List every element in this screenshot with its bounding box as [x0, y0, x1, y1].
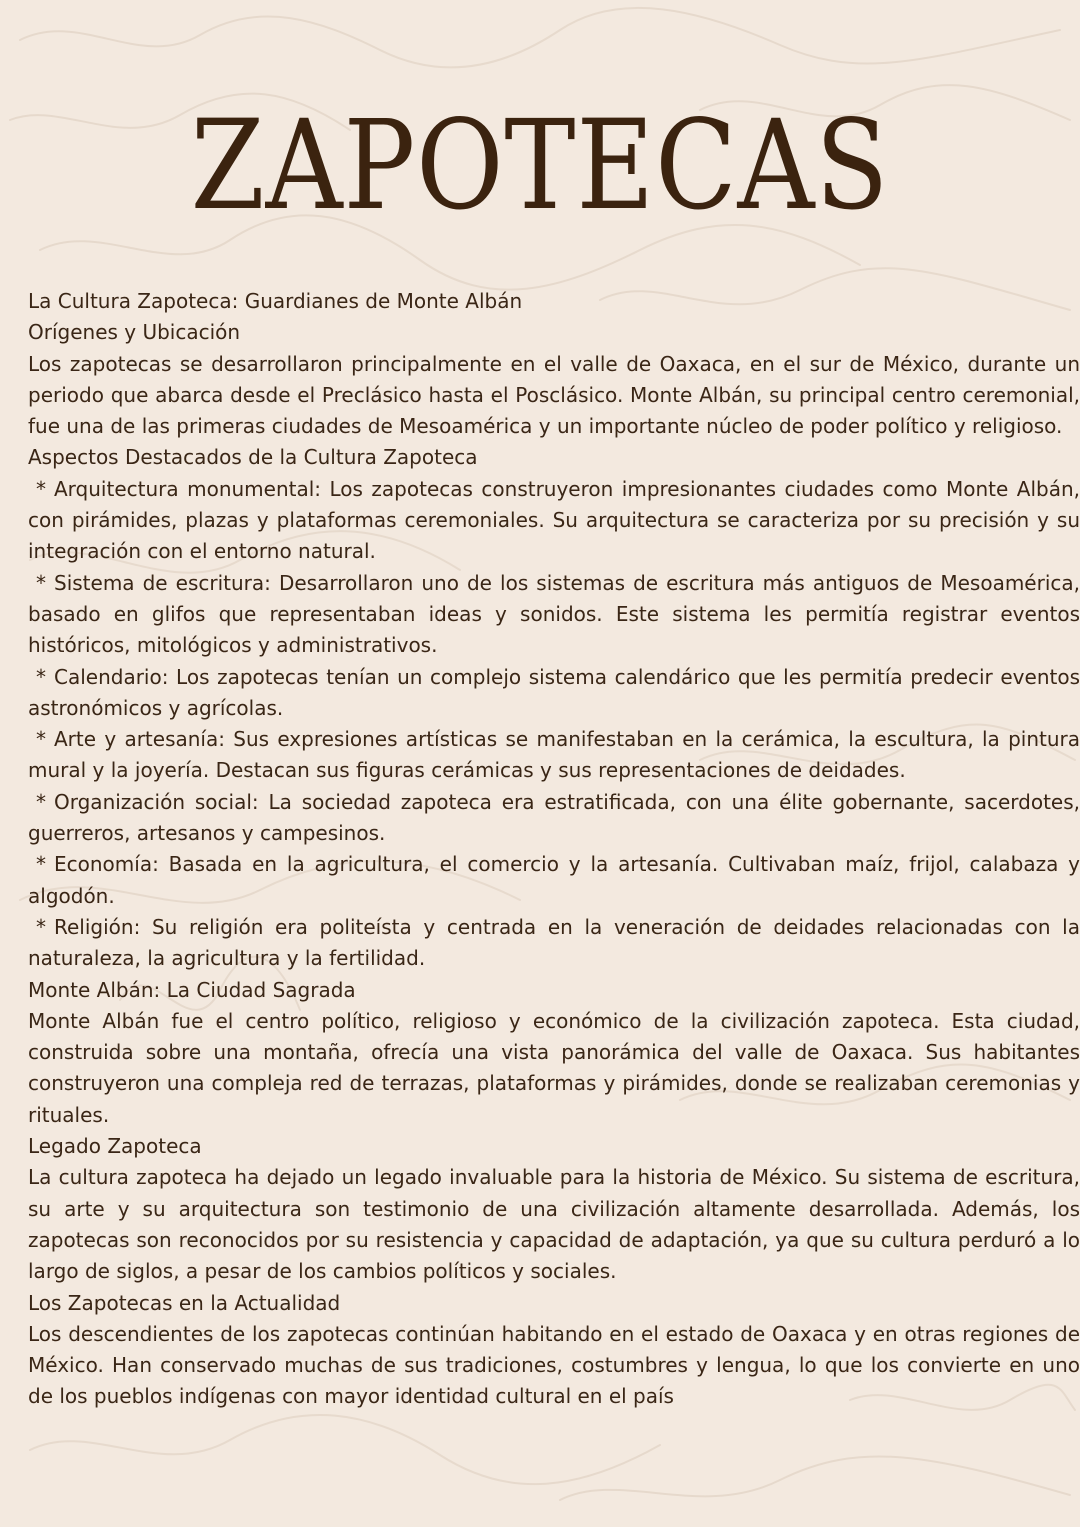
aspect-item	[28, 568, 1080, 662]
bullet-marker: *	[36, 914, 46, 939]
legacy-paragraph: La cultura zapoteca ha dejado un legado invaluable para la historia de México. Su sistema de escritura, su arte y su arquitectura son testimonio de una civilización altamente desarrollada. Además, los zapotecas son reconocidos por su resistencia y capacidad de adaptación, ya que su cultura perduró a lo largo de siglos, a pesar de los cambios políticos y sociales.	[28, 1165, 1080, 1284]
today-heading: Los Zapotecas en la Actualidad	[28, 1290, 341, 1315]
origins-paragraph: Los zapotecas se desarrollaron principalmente en el valle de Oaxaca, en el sur de México, durante un periodo que abarca desde el Preclásico hasta el Posclásico. Monte Albán, su principal centro ceremonial, fue una de las primeras ciudades de Mesoamérica y un importante núcleo de poder político y religioso.	[28, 351, 1080, 439]
aspect-text: Sistema de escritura: Desarrollaron uno de los sistemas de escritura más antiguos de Mesoamérica, basado en glifos que representaban ideas y sonidos. Este sistema les permitía registrar eventos históricos, mitológicos y administrativos.	[28, 570, 1080, 658]
bullet-marker: *	[36, 789, 46, 814]
today-paragraph: Los descendientes de los zapotecas continúan habitando en el estado de Oaxaca y en otras regiones de México. Han conservado muchas de sus tradiciones, costumbres y lengua, lo que los convierte en uno de los pueblos indígenas con mayor identidad cultural en el país	[28, 1321, 1080, 1409]
aspect-item	[28, 474, 1080, 568]
aspect-item	[28, 912, 1080, 975]
document-body	[28, 286, 1080, 1413]
aspect-text: Organización social: La sociedad zapoteca era estratificada, con una élite gobernante, sacerdotes, guerreros, artesanos y campesinos.	[28, 789, 1080, 846]
aspect-text: Calendario: Los zapotecas tenían un complejo sistema calendárico que les permitía predecir eventos astronómicos y agrícolas.	[28, 664, 1080, 720]
aspect-item	[28, 662, 1080, 725]
aspect-text: Economía: Basada en la agricultura, el comercio y la artesanía. Cultivaban maíz, frijol, calabaza y algodón.	[28, 852, 1080, 908]
aspect-text: Arquitectura monumental: Los zapotecas construyeron impresionantes ciudades como Monte Albán, con pirámides, plazas y plataformas ceremoniales. Su arquitectura se caracteriza por su precisión y su integración con el entorno natural.	[28, 476, 1080, 564]
bullet-marker: *	[36, 727, 46, 752]
bullet-marker: *	[36, 664, 46, 689]
aspect-text: Religión: Su religión era politeísta y centrada en la veneración de deidades relacionadas con la naturaleza, la agricultura y la fertilidad.	[28, 914, 1080, 971]
page-title: ZAPOTECAS	[190, 94, 890, 238]
legacy-heading: Legado Zapoteca	[28, 1134, 202, 1159]
bullet-marker: *	[36, 570, 46, 595]
aspects-heading: Aspectos Destacados de la Cultura Zapoteca	[28, 445, 478, 470]
origins-heading: Orígenes y Ubicación	[28, 320, 241, 345]
monte-alban-heading: Monte Albán: La Ciudad Sagrada	[28, 977, 356, 1002]
aspect-item	[28, 849, 1080, 912]
aspect-text: Arte y artesanía: Sus expresiones artísticas se manifestaban en la cerámica, la escultura, la pintura mural y la joyería. Destacan sus figuras cerámicas y sus representaciones de deidades.	[28, 727, 1080, 783]
bullet-marker: *	[36, 852, 46, 877]
monte-alban-paragraph: Monte Albán fue el centro político, religioso y económico de la civilización zapoteca. Esta ciudad, construida sobre una montaña, ofrecía una vista panorámica del valle de Oaxaca. Sus habitantes construyeron una compleja red de terrazas, plataformas y pirámides, donde se realizaban ceremonias y rituales.	[28, 1008, 1080, 1127]
bullet-marker: *	[36, 476, 46, 501]
aspect-item	[28, 787, 1080, 850]
main-heading: La Cultura Zapoteca: Guardianes de Monte Albán	[28, 289, 523, 313]
aspect-item	[28, 724, 1080, 787]
